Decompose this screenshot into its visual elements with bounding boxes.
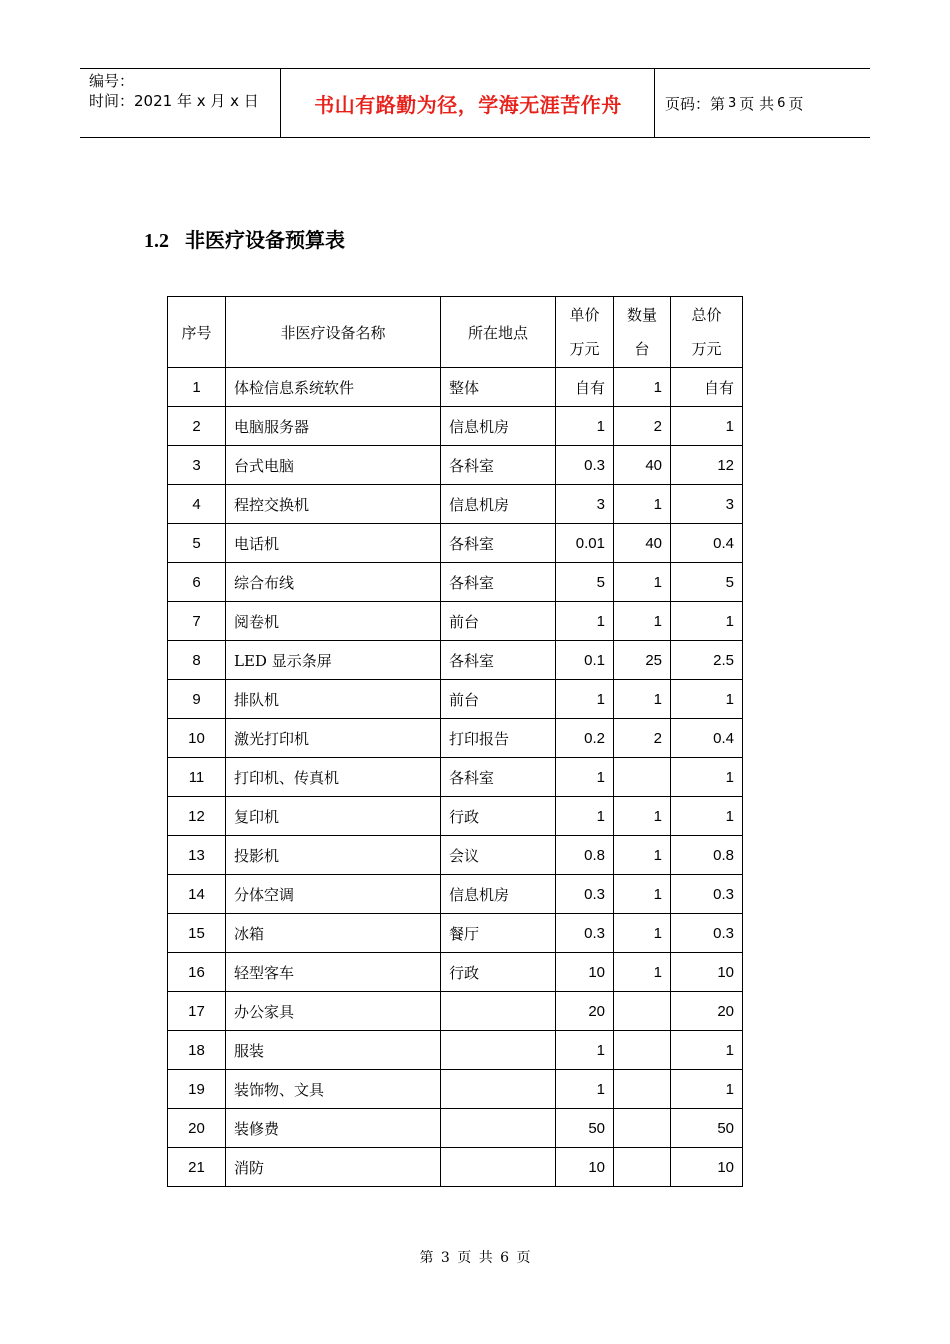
cell-quantity: 40 xyxy=(614,446,671,485)
table-row xyxy=(168,602,743,641)
table-row xyxy=(168,368,743,407)
page-mid: 页 共 xyxy=(739,94,775,113)
cell-seq: 11 xyxy=(168,758,226,797)
cell-location: 各科室 xyxy=(441,524,556,563)
cell-location xyxy=(441,1148,556,1187)
header-quantity-line2: 台 xyxy=(634,340,650,358)
cell-name: 装修费 xyxy=(226,1109,441,1148)
cell-total-price: 1 xyxy=(671,1070,743,1109)
header-quantity xyxy=(614,297,671,368)
header-divider xyxy=(280,69,281,137)
header-seq: 序号 xyxy=(168,297,226,368)
cell-unit-price: 20 xyxy=(556,992,614,1031)
table-row xyxy=(168,563,743,602)
cell-name: 排队机 xyxy=(226,680,441,719)
cell-unit-price: 1 xyxy=(556,797,614,836)
cell-total-price: 1 xyxy=(671,797,743,836)
cell-total-price: 1 xyxy=(671,758,743,797)
cell-unit-price: 0.3 xyxy=(556,914,614,953)
cell-name: 冰箱 xyxy=(226,914,441,953)
cell-name: 程控交换机 xyxy=(226,485,441,524)
cell-name: 投影机 xyxy=(226,836,441,875)
cell-total-price: 10 xyxy=(671,953,743,992)
cell-location: 行政 xyxy=(441,953,556,992)
cell-location: 各科室 xyxy=(441,563,556,602)
cell-quantity: 2 xyxy=(614,407,671,446)
cell-name: LED 显示条屏 xyxy=(226,641,441,680)
cell-total-price: 20 xyxy=(671,992,743,1031)
table-row xyxy=(168,875,743,914)
cell-name: 体检信息系统软件 xyxy=(226,368,441,407)
cell-quantity: 1 xyxy=(614,914,671,953)
cell-location: 行政 xyxy=(441,797,556,836)
cell-total-price: 0.4 xyxy=(671,719,743,758)
table-header-row xyxy=(168,297,743,368)
cell-quantity xyxy=(614,1109,671,1148)
cell-location: 前台 xyxy=(441,680,556,719)
header-quantity-line1: 数量 xyxy=(626,306,657,324)
cell-location xyxy=(441,1109,556,1148)
page-current: 3 xyxy=(728,95,737,111)
cell-location: 各科室 xyxy=(441,758,556,797)
cell-unit-price: 自有 xyxy=(556,368,614,407)
header-unit-price-line1: 单价 xyxy=(569,306,600,324)
cell-total-price: 3 xyxy=(671,485,743,524)
cell-quantity xyxy=(614,1070,671,1109)
table-row xyxy=(168,407,743,446)
cell-total-price: 0.8 xyxy=(671,836,743,875)
section-number: 1.2 xyxy=(144,230,169,252)
cell-total-price: 0.3 xyxy=(671,914,743,953)
cell-seq: 17 xyxy=(168,992,226,1031)
table-row xyxy=(168,1148,743,1187)
cell-total-price: 0.3 xyxy=(671,875,743,914)
cell-quantity: 1 xyxy=(614,563,671,602)
cell-unit-price: 10 xyxy=(556,1148,614,1187)
cell-seq: 6 xyxy=(168,563,226,602)
cell-quantity: 1 xyxy=(614,836,671,875)
table-row xyxy=(168,914,743,953)
cell-quantity: 1 xyxy=(614,953,671,992)
cell-total-price: 10 xyxy=(671,1148,743,1187)
cell-unit-price: 1 xyxy=(556,680,614,719)
header-total-price xyxy=(671,297,743,368)
cell-seq: 10 xyxy=(168,719,226,758)
cell-seq: 2 xyxy=(168,407,226,446)
cell-name: 消防 xyxy=(226,1148,441,1187)
cell-total-price: 自有 xyxy=(671,368,743,407)
cell-unit-price: 0.01 xyxy=(556,524,614,563)
cell-total-price: 12 xyxy=(671,446,743,485)
cell-location: 信息机房 xyxy=(441,407,556,446)
cell-quantity xyxy=(614,1148,671,1187)
cell-quantity: 1 xyxy=(614,368,671,407)
cell-location xyxy=(441,1070,556,1109)
cell-unit-price: 3 xyxy=(556,485,614,524)
cell-unit-price: 0.3 xyxy=(556,875,614,914)
table-row xyxy=(168,446,743,485)
cell-seq: 1 xyxy=(168,368,226,407)
section-heading xyxy=(144,224,345,253)
page-prefix: 页码：第 xyxy=(665,94,726,113)
budget-table xyxy=(167,296,743,1187)
cell-location: 餐厅 xyxy=(441,914,556,953)
cell-name: 轻型客车 xyxy=(226,953,441,992)
cell-unit-price: 0.1 xyxy=(556,641,614,680)
header-total-price-line2: 万元 xyxy=(691,340,722,358)
page-suffix: 页 xyxy=(788,94,804,113)
cell-name: 电话机 xyxy=(226,524,441,563)
cell-unit-price: 1 xyxy=(556,1070,614,1109)
table-row xyxy=(168,953,743,992)
table-row xyxy=(168,1031,743,1070)
cell-location: 信息机房 xyxy=(441,485,556,524)
cell-location xyxy=(441,992,556,1031)
cell-unit-price: 0.8 xyxy=(556,836,614,875)
header-info xyxy=(89,71,279,111)
header-unit-price-line2: 万元 xyxy=(569,340,600,358)
cell-quantity xyxy=(614,1031,671,1070)
table-row xyxy=(168,758,743,797)
cell-unit-price: 10 xyxy=(556,953,614,992)
cell-seq: 9 xyxy=(168,680,226,719)
table-row xyxy=(168,797,743,836)
cell-name: 分体空调 xyxy=(226,875,441,914)
cell-total-price: 1 xyxy=(671,407,743,446)
cell-total-price: 2.5 xyxy=(671,641,743,680)
cell-name: 综合布线 xyxy=(226,563,441,602)
cell-location: 各科室 xyxy=(441,641,556,680)
table-row xyxy=(168,680,743,719)
cell-name: 激光打印机 xyxy=(226,719,441,758)
cell-location: 各科室 xyxy=(441,446,556,485)
cell-location xyxy=(441,1031,556,1070)
cell-quantity: 1 xyxy=(614,797,671,836)
cell-location: 打印报告 xyxy=(441,719,556,758)
cell-name: 台式电脑 xyxy=(226,446,441,485)
cell-name: 打印机、传真机 xyxy=(226,758,441,797)
cell-unit-price: 1 xyxy=(556,1031,614,1070)
cell-unit-price: 0.2 xyxy=(556,719,614,758)
cell-quantity: 40 xyxy=(614,524,671,563)
header-total-price-line1: 总价 xyxy=(691,306,722,324)
page-total: 6 xyxy=(777,95,786,111)
cell-total-price: 1 xyxy=(671,602,743,641)
header-page-number xyxy=(665,69,870,137)
cell-name: 电脑服务器 xyxy=(226,407,441,446)
cell-quantity: 2 xyxy=(614,719,671,758)
cell-name: 服装 xyxy=(226,1031,441,1070)
table-row xyxy=(168,1070,743,1109)
table-row xyxy=(168,1109,743,1148)
cell-seq: 7 xyxy=(168,602,226,641)
cell-location: 会议 xyxy=(441,836,556,875)
cell-seq: 14 xyxy=(168,875,226,914)
cell-total-price: 0.4 xyxy=(671,524,743,563)
table-row xyxy=(168,992,743,1031)
cell-unit-price: 1 xyxy=(556,602,614,641)
table-row xyxy=(168,719,743,758)
cell-unit-price: 5 xyxy=(556,563,614,602)
table-row xyxy=(168,836,743,875)
cell-seq: 21 xyxy=(168,1148,226,1187)
cell-seq: 13 xyxy=(168,836,226,875)
cell-quantity xyxy=(614,758,671,797)
header-name: 非医疗设备名称 xyxy=(226,297,441,368)
header-location: 所在地点 xyxy=(441,297,556,368)
cell-quantity: 1 xyxy=(614,680,671,719)
cell-quantity xyxy=(614,992,671,1031)
cell-location: 整体 xyxy=(441,368,556,407)
section-title: 非医疗设备预算表 xyxy=(185,228,345,252)
cell-unit-price: 0.3 xyxy=(556,446,614,485)
cell-unit-price: 1 xyxy=(556,407,614,446)
cell-seq: 15 xyxy=(168,914,226,953)
header-motto: 书山有路勤为径，学海无涯苦作舟 xyxy=(314,92,622,117)
cell-quantity: 25 xyxy=(614,641,671,680)
table-row xyxy=(168,524,743,563)
cell-quantity: 1 xyxy=(614,602,671,641)
cell-seq: 20 xyxy=(168,1109,226,1148)
cell-unit-price: 1 xyxy=(556,758,614,797)
cell-seq: 16 xyxy=(168,953,226,992)
cell-quantity: 1 xyxy=(614,875,671,914)
cell-location: 前台 xyxy=(441,602,556,641)
cell-total-price: 50 xyxy=(671,1109,743,1148)
table-row xyxy=(168,485,743,524)
cell-seq: 19 xyxy=(168,1070,226,1109)
table-row xyxy=(168,641,743,680)
cell-seq: 8 xyxy=(168,641,226,680)
cell-seq: 3 xyxy=(168,446,226,485)
page-header xyxy=(80,68,870,138)
cell-unit-price: 50 xyxy=(556,1109,614,1148)
cell-seq: 12 xyxy=(168,797,226,836)
code-label: 编号： xyxy=(89,72,135,90)
cell-seq: 18 xyxy=(168,1031,226,1070)
cell-location: 信息机房 xyxy=(441,875,556,914)
cell-total-price: 1 xyxy=(671,680,743,719)
header-unit-price xyxy=(556,297,614,368)
cell-name: 阅卷机 xyxy=(226,602,441,641)
cell-name: 办公家具 xyxy=(226,992,441,1031)
page-footer: 第 3 页 共 6 页 xyxy=(419,1250,531,1266)
date-label: 时间：2021 年 x 月 x 日 xyxy=(89,92,259,110)
cell-seq: 5 xyxy=(168,524,226,563)
header-divider xyxy=(654,69,655,137)
cell-name: 复印机 xyxy=(226,797,441,836)
cell-total-price: 1 xyxy=(671,1031,743,1070)
cell-total-price: 5 xyxy=(671,563,743,602)
cell-seq: 4 xyxy=(168,485,226,524)
cell-name: 装饰物、文具 xyxy=(226,1070,441,1109)
cell-quantity: 1 xyxy=(614,485,671,524)
